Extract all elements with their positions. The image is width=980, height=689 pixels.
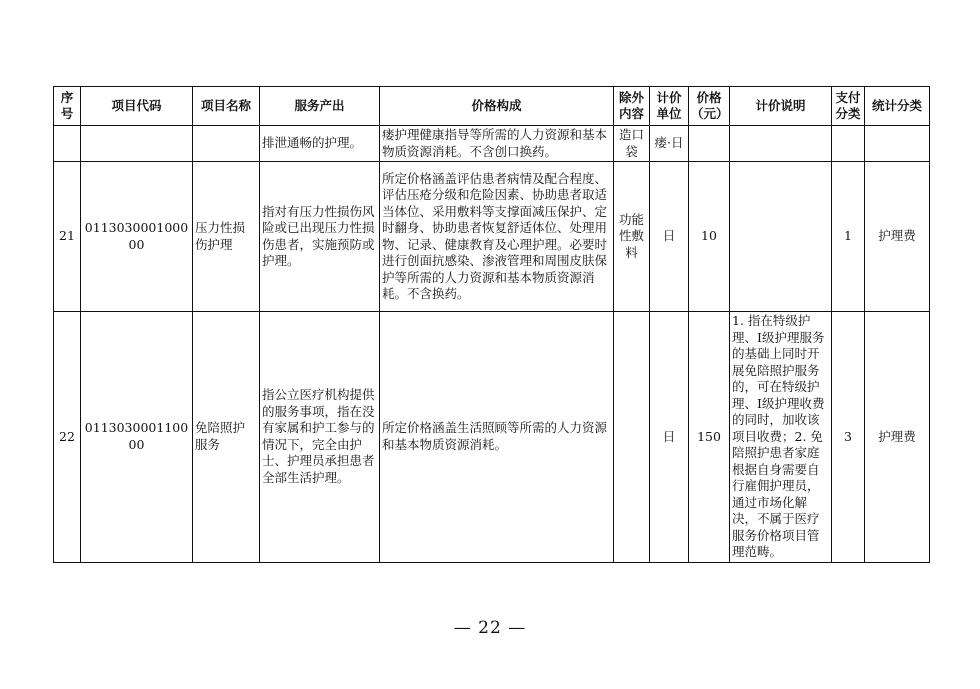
header-seq: 序号 [54,87,81,126]
cell-output: 指对有压力性损伤风险或已出现压力性损伤患者，实施预防或护理。 [260,162,380,312]
cell-stat-class [865,126,930,162]
cell-unit: 瘘·日 [650,126,689,162]
table-row [54,162,930,312]
cell-composition: 所定价格涵盖生活照顾等所需的人力资源和基本物质资源消耗。 [380,312,614,563]
cell-pay-class: 3 [832,312,865,563]
header-name: 项目名称 [193,87,260,126]
cell-pay-class: 1 [832,162,865,312]
cell-unit: 日 [650,312,689,563]
price-table [53,86,930,563]
cell-code: 011303000110000 [81,312,193,563]
cell-price: 10 [689,162,730,312]
header-note: 计价说明 [730,87,832,126]
cell-note [730,126,832,162]
header-output: 服务产出 [260,87,380,126]
cell-output: 指公立医疗机构提供的服务事项，指在没有家属和护工参与的情况下，完全由护士、护理员承担患者全部生活护理。 [260,312,380,563]
page-number: — 22 — [453,618,527,638]
cell-composition: 所定价格涵盖评估患者病情及配合程度、评估压疮分级和危险因素、协助患者取适当体位、采用敷料等支撑面减压保护、定时翻身、协助患者恢复舒适体位、处理用物、记录、健康教育及心理护理。必要时进行创面抗感染、渗液管理和周围皮肤保护等所需的人力资源和基本物质资源消耗。不含换药。 [380,162,614,312]
header-price: 价格（元） [689,87,730,126]
header-unit: 计价单位 [650,87,689,126]
cell-composition: 瘘护理健康指导等所需的人力资源和基本物质资源消耗。不含创口换药。 [380,126,614,162]
table-row [54,312,930,563]
cell-stat-class: 护理费 [865,312,930,563]
cell-pay-class [832,126,865,162]
cell-note [730,162,832,312]
cell-unit: 日 [650,162,689,312]
header-row [54,87,930,126]
cell-output: 排泄通畅的护理。 [260,126,380,162]
cell-seq: 22 [54,312,81,563]
header-code: 项目代码 [81,87,193,126]
cell-name: 压力性损伤护理 [193,162,260,312]
header-excluded: 除外内容 [614,87,650,126]
header-stat-class: 统计分类 [865,87,930,126]
cell-stat-class: 护理费 [865,162,930,312]
cell-seq [54,126,81,162]
cell-excluded [614,312,650,563]
cell-code [81,126,193,162]
table-row-continuation [54,126,930,162]
cell-price [689,126,730,162]
cell-code: 011303000100000 [81,162,193,312]
cell-excluded: 功能性敷料 [614,162,650,312]
cell-name: 免陪照护服务 [193,312,260,563]
header-pay-class: 支付分类 [832,87,865,126]
cell-name [193,126,260,162]
header-composition: 价格构成 [380,87,614,126]
cell-seq: 21 [54,162,81,312]
cell-price: 150 [689,312,730,563]
cell-excluded: 造口袋 [614,126,650,162]
cell-note: 1. 指在特级护理、I级护理服务的基础上同时开展免陪照护服务的，可在特级护理、I级护理收费的同时，加收该项目收费；2. 免陪照护患者家庭根据自身需要自行雇佣护理员，通过市场化解决，不属于医疗服务价格项目管理范畴。 [730,312,832,563]
